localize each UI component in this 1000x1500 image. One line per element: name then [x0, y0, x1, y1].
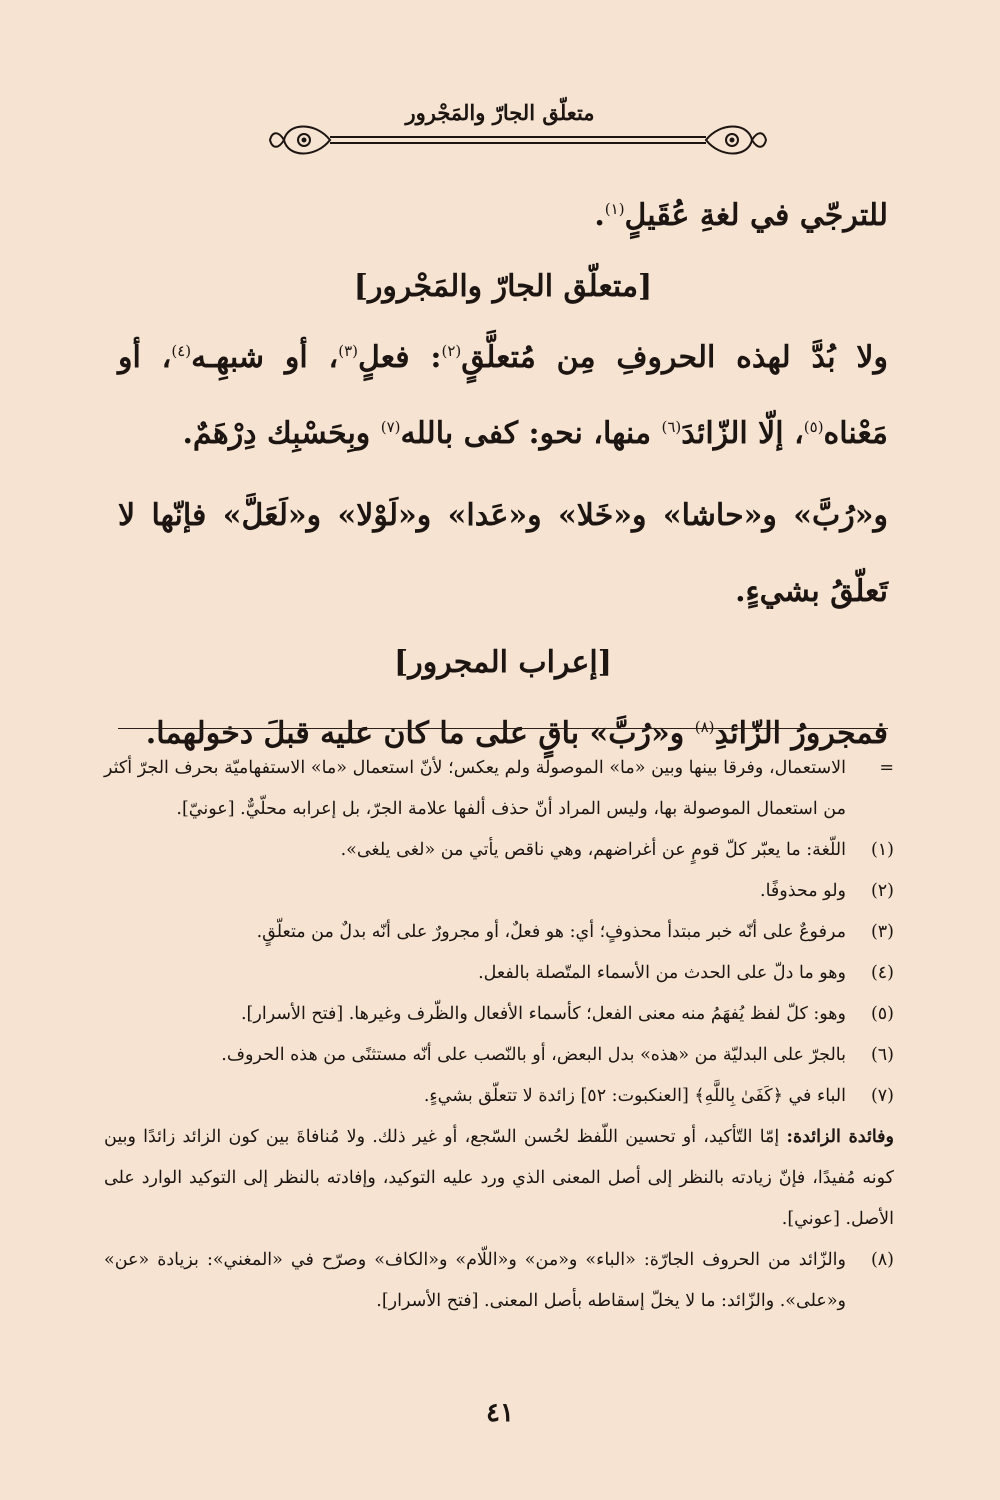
footnote-8: (٨) والزّائد من الحروف الجارّة: «الباء» و«من» و«اللّام» و«الكاف» وصرّح في «المغني»: بزيادة «عن» و«على». والزّائد: ما لا يخلّ إسقاطه بأصل المعنى. [فتح الأسرار]. [104, 1250, 894, 1311]
footnote-2: (٢) ولو محذوفًا. [760, 881, 894, 901]
running-head: متعلّق الجارّ والمَجْرور [405, 100, 595, 125]
paragraph-exceptions: و«رُبَّ» و«حاشا» و«خَلا» و«عَدا» و«لَوْلا» و«لَعَلَّ» فإنّها لا تَعلّقُ بشيءٍ. [118, 498, 888, 609]
paragraph-mutaallaq: ولا بُدَّ لهذه الحروفِ مِن مُتعلَّقٍ$^{(٢)}$: فعلٍ$^{(٣)}$، أو شبهِـه$^{(٤)}$، أو مَعْناه$^{(٥)}$، إلّا الزّائدَ$^{(٦)}$ منها، نحو: كفى بالله$^{(٧)}$ وبِحَسْبِك دِرْهَمٌ. [118, 340, 888, 451]
footnote-ref[interactable]: (٧) [380, 418, 401, 436]
section-heading-irab: [إعراب المجرور] [394, 645, 612, 680]
section-heading-jar-majrur: [متعلّق الجارّ والمَجْرور] [353, 269, 653, 304]
footnote-7: (٧) الباء في ﴿كَفَىٰ بِاللَّهِ﴾ [العنكبوت: ٥٢] زائدة لا تتعلّق بشيءٍ. [423, 1086, 894, 1106]
footnote-3: (٣) مرفوعٌ على أنّه خبر مبتدأ محذوفٍ؛ أي: هو فعلٌ، أو مجرورٌ على أنّه بدلٌ من متعلّقٍ. [256, 922, 894, 942]
continuation-mark: = [879, 758, 894, 778]
footnote-1: (١) اللّغة: ما يعبّر كلّ قومٍ عن أغراضهم، وهي ناقص يأتي من «لغى يلغى». [340, 840, 894, 860]
paragraph-irab: فمجرورُ الزّائدِ$^{(٨)}$ و«رُبَّ» باقٍ على ما كان عليه قبلَ دخولهما. [145, 716, 888, 751]
footnote-6: (٦) بالجرّ على البدليّة من «هذه» بدل البعض، أو بالنّصب على أنّه مستثنًى من هذه الحروف. [221, 1045, 894, 1065]
main-text [118, 178, 888, 772]
footnote-continuation: = الاستعمال، وفرقا بينها وبين «ما» الموصولة ولم يعكس؛ لأنّ استعمال «ما» الاستفهاميّة بحرف الجرّ أكثر من استعمال الموصولة بها، وليس المراد أنّ حذف ألفها علامة الجرّ، بل إعرابه محلّيٌّ. [عونيّ]. [104, 748, 894, 830]
footnote-ref[interactable]: (٨) [694, 718, 715, 736]
ornament-divider-icon [268, 118, 768, 162]
footnote-separator [118, 728, 888, 729]
footnote-7-continuation: وفائدة الزائدة: إمّا التّأكيد، أو تحسين اللّفظ لحُسن السّجع، أو غير ذلك. ولا مُنافاةَ بين كون الزائد زائدًا وبين كونه مُفيدًا، فإنّ زيادته بالنظر إلى أصل المعنى الذي ورد عليه التوكيد، وإفادته بالنظر إلى التوكيد الوارد على الأصل. [عوني]. [104, 1127, 894, 1229]
footnote-ref[interactable]: (٤) [171, 342, 192, 360]
footnotes [104, 748, 894, 1322]
footnote-ref[interactable]: (٢) [441, 342, 462, 360]
footnote-4: (٤) وهو ما دلّ على الحدث من الأسماء المتّصلة بالفعل. [478, 963, 894, 983]
footnote-ref[interactable]: (٣) [338, 342, 358, 360]
page-number: ٤١ [486, 1398, 514, 1428]
footnote-ref[interactable]: (٦) [661, 418, 682, 436]
footnote-ref[interactable]: (١) [604, 200, 625, 218]
footnote-ref[interactable]: (٥) [803, 418, 824, 436]
continued-line: للترجّي في لغةِ عُقَيلٍ$^{(١)}$. [594, 198, 888, 233]
footnote-5: (٥) وهو: كلّ لفظ يُفهَمُ منه معنى الفعل؛ كأسماء الأفعال والظّرف وغيرها. [فتح الأسرار]. [240, 1004, 894, 1024]
